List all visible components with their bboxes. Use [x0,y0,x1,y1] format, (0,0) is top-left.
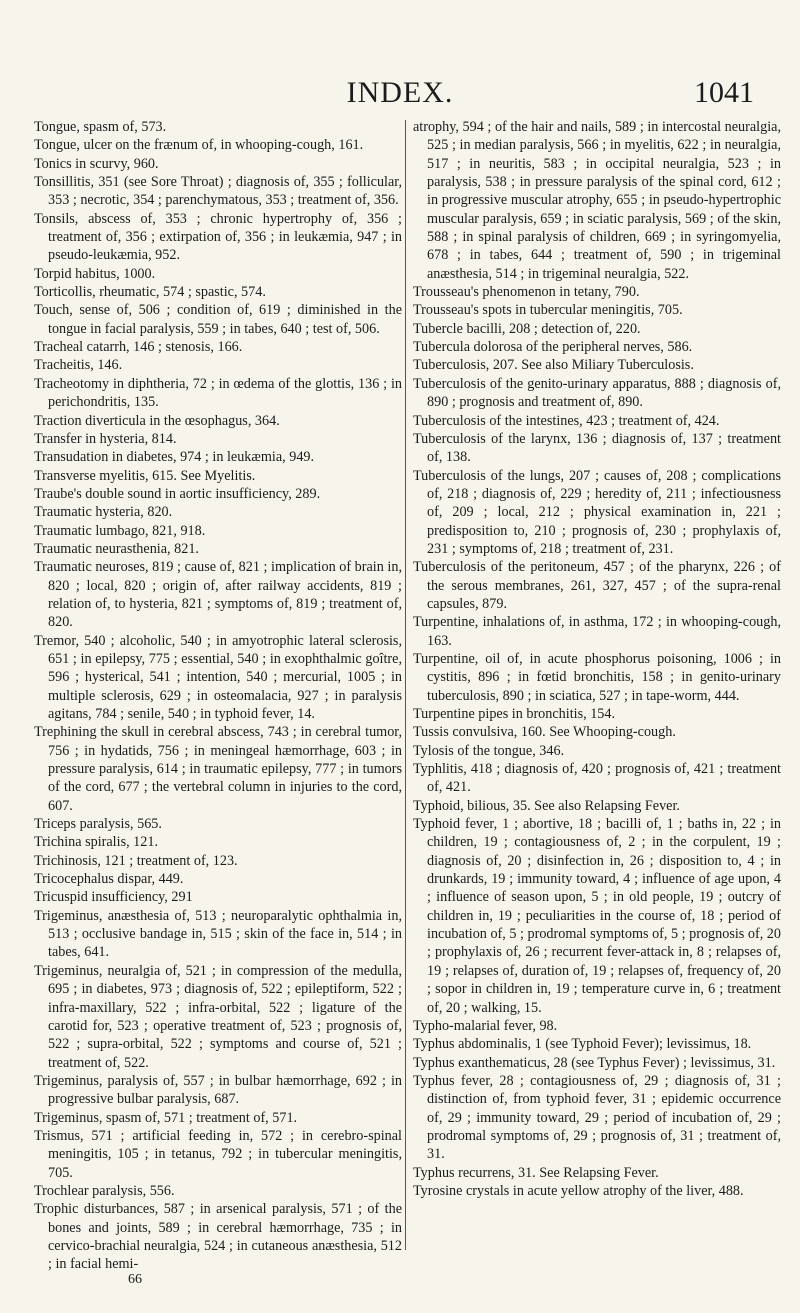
index-entry: Tuberculosis of the intestines, 423 ; treatment of, 424. [413,412,720,429]
page-title: INDEX. [346,76,454,109]
index-entry: Traumatic lumbago, 821, 918. [34,522,206,539]
index-entry: Tongue, spasm of, 573. [34,119,167,135]
index-entry: Tuberculosis of the lungs, 207 ; causes of, 208 ; complications of, 218 ; diagnosis of, 229 ; heredity of, 211 ; infectiousness of, 209 ; local, 212 ; physical examination in, 221 ; predisposition to, 210 ; prognosis of, 230 ; prophylaxis of, 231 ; symptoms of, 218 ; treatment of, 231. [413,467,781,557]
page-number: 1041 [694,76,754,109]
index-entry: Torpid habitus, 1000. [34,265,156,282]
index-entry: Tyrosine crystals in acute yellow atrophy of the liver, 488. [413,1182,744,1199]
index-entry: atrophy, 594 ; of the hair and nails, 589 ; in intercostal neuralgia, 525 ; in median paralysis, 566 ; in myelitis, 622 ; in neuralgia, 517 ; in neuritis, 583 ; in occipital neuralgia, 523 ; in paralysis, 538 ; in pressure paralysis of the spinal cord, 612 ; in progressive muscular atrophy, 655 ; in pseudo-hypertrophic muscular paralysis, 659 ; in sciatic paralysis, 569 ; of the skin, 588 ; in spinal paralysis of children, 669 ; in syringomyelia, 678 ; in tabes, 644 ; treatment of, 590 ; in trigeminal anæsthesia, 514 ; in trigeminal neuralgia, 522. [413,119,781,282]
index-entry: Typhoid fever, 1 ; abortive, 18 ; bacilli of, 1 ; baths in, 22 ; in children, 19 ; contagiousness of, 2 ; in the corpulent, 19 ; diagnosis of, 20 ; disinfection in, 26 ; disposition to, 4 ; in drunkards, 19 ; immunity toward, 4 ; influence of age upon, 4 ; influence of season upon, 5 ; in old people, 19 ; outcry of children in, 19 ; peculiarities in the course of, 18 ; period of incubation of, 5 ; prodromal symptoms of, 5 ; prognosis of, 20 ; prophylaxis of, 26 ; recurrent fever-attack in, 8 ; relapses of, 19 ; relapses of, duration of, 19 ; relapses of, frequency of, 20 ; sopor in children in, 19 ; temperature curve in, 6 ; treatment of, 20 ; walking, 15. [413,816,781,1016]
index-entry: Trousseau's spots in tubercular meningitis, 705. [413,302,683,319]
index-entry: Touch, sense of, 506 ; condition of, 619 ; diminished in the tongue in facial paralysis, 559 ; in tabes, 640 ; test of, 506. [34,302,402,337]
index-entry: Traube's double sound in aortic insufficiency, 289. [34,485,321,502]
index-entry: Traumatic neurasthenia, 821. [34,540,199,557]
index-entry: Tubercula dolorosa of the peripheral nerves, 586. [413,339,693,356]
index-entry: Traction diverticula in the œsophagus, 364. [34,412,280,429]
index-entry: Transudation in diabetes, 974 ; in leukæmia, 949. [34,449,315,466]
index-entry: Typhlitis, 418 ; diagnosis of, 420 ; prognosis of, 421 ; treatment of, 421. [413,761,781,796]
column-divider [405,120,406,1250]
index-entry: Tricocephalus dispar, 449. [34,871,184,888]
index-entry: Triceps paralysis, 565. [34,816,162,833]
index-entry: Trochlear paralysis, 556. [34,1182,175,1199]
index-entry: Turpentine, oil of, in acute phosphorus poisoning, 1006 ; in cystitis, 896 ; in fœtid bronchitis, 158 ; in genito-urinary tuberculosis, 890 ; in sciatica, 527 ; in tape-worm, 444. [413,650,781,704]
index-entry: Trigeminus, neuralgia of, 521 ; in compression of the medulla, 695 ; in diabetes, 973 ; diagnosis of, 522 ; epileptiform, 522 ; infra-maxillary, 522 ; infra-orbital, 522 ; ligature of the carotid for, 523 ; operative treatment of, 523 ; prognosis of, 522 ; supra-orbital, 522 ; symptoms and course of, 521 ; treatment of, 522. [34,962,402,1071]
index-entry: Torticollis, rheumatic, 574 ; spastic, 574. [34,284,266,301]
index-entry: Tuberculosis of the peritoneum, 457 ; of the pharynx, 226 ; of the serous membranes, 261, 327, 457 ; of the supra-renal capsules, 879. [413,559,781,612]
index-entry: Transverse myelitis, 615. See Myelitis. [34,467,256,484]
index-entry: Tussis convulsiva, 160. See Whooping-cough. [413,724,676,741]
index-entry: Turpentine, inhalations of, in asthma, 172 ; in whooping-cough, 163. [413,614,781,649]
index-entry: Typhus fever, 28 ; contagiousness of, 29 ; diagnosis of, 31 ; distinction of, from typhoid fever, 31 ; epidemic occurrence of, 29 ; immunity toward, 29 ; period of incubation of, 29 ; prodromal symptoms of, 29 ; prognosis of, 31 ; treatment of, 31. [413,1072,781,1163]
index-entry: Trichina spiralis, 121. [34,834,159,851]
index-entry: Tonsils, abscess of, 353 ; chronic hypertrophy of, 356 ; treatment of, 356 ; extirpation of, 356 ; in leukæmia, 947 ; in pseudo-leukæmia, 952. [34,210,402,264]
printer-signature-mark: 66 [128,1272,142,1287]
index-entry: Tuberculosis of the genito-urinary apparatus, 888 ; diagnosis of, 890 ; prognosis and treatment of, 890. [413,375,781,411]
index-entry: Trephining the skull in cerebral abscess, 743 ; in cerebral tumor, 756 ; in hydatids, 756 ; in meningeal hæmorrhage, 603 ; in pressure paralysis, 614 ; in traumatic epilepsy, 777 ; in tumors of the cord, 677 ; the vertebral column in injuries to the cord, 607. [34,724,402,814]
page-header [0,76,800,116]
index-entry: Trismus, 571 ; artificial feeding in, 572 ; in cerebro-spinal meningitis, 105 ; in tetanus, 792 ; in tubercular meningitis, 705. [34,1127,402,1181]
index-entry: Tubercle bacilli, 208 ; detection of, 220. [413,320,641,337]
index-entry: Typhus recurrens, 31. See Relapsing Fever. [413,1164,659,1181]
index-entry: Tylosis of the tongue, 346. [413,742,565,759]
index-entry: Tonsillitis, 351 (see Sore Throat) ; diagnosis of, 355 ; follicular, 353 ; necrotic, 354 ; parenchymatous, 353 ; treatment of, 356. [34,174,402,209]
index-entry: Tracheotomy in diphtheria, 72 ; in œdema of the glottis, 136 ; in perichondritis, 135. [34,375,402,411]
index-entry: Tonics in scurvy, 960. [34,155,159,172]
index-entry: Turpentine pipes in bronchitis, 154. [413,706,616,722]
index-entry: Traumatic neuroses, 819 ; cause of, 821 ; implication of brain in, 820 ; local, 820 ; origin of, after railway accidents, 819 ; relation of, to hysteria, 821 ; symptoms of, 819 ; treatment of, 820. [34,559,402,631]
index-entry: Trigeminus, paralysis of, 557 ; in bulbar hæmorrhage, 692 ; in progressive bulbar paralysis, 687. [34,1072,402,1108]
index-entry: Typhoid, bilious, 35. See also Relapsing Fever. [413,797,680,814]
index-entry: Tremor, 540 ; alcoholic, 540 ; in amyotrophic lateral sclerosis, 651 ; in epilepsy, 775 ; essential, 540 ; in exophthalmic goître, 596 ; hysterical, 541 ; intention, 540 ; mercurial, 1005 ; in multiple sclerosis, 629 ; in osteomalacia, 927 ; in paralysis agitans, 784 ; senile, 540 ; in typhoid fever, 14. [34,632,402,722]
index-entry: Traumatic hysteria, 820. [34,504,173,521]
index-entry: Trigeminus, spasm of, 571 ; treatment of, 571. [34,1109,298,1126]
index-entry: Tongue, ulcer on the frænum of, in whooping-cough, 161. [34,137,364,154]
index-entry: Trigeminus, anæsthesia of, 513 ; neuroparalytic ophthalmia in, 513 ; occlusive bandage in, 515 ; skin of the face in, 514 ; in tabes, 641. [34,907,402,961]
index-entry: Tracheitis, 146. [34,357,123,374]
index-column-left [34,118,402,1274]
index-entry: Trichinosis, 121 ; treatment of, 123. [34,852,238,869]
index-entry: Transfer in hysteria, 814. [34,430,177,447]
index-entry: Tracheal catarrh, 146 ; stenosis, 166. [34,339,243,356]
index-entry: Trousseau's phenomenon in tetany, 790. [413,284,640,301]
index-column-right [413,118,781,1200]
index-entry: Tuberculosis of the larynx, 136 ; diagnosis of, 137 ; treatment of, 138. [413,430,781,466]
index-entry: Typho-malarial fever, 98. [413,1017,558,1034]
index-entry: Trophic disturbances, 587 ; in arsenical paralysis, 571 ; of the bones and joints, 589 ; in cerebral hæmorrhage, 735 ; in cervico-brachial neuralgia, 524 ; in cutaneous anæsthesia, 512 ; in facial hemi- [34,1201,402,1273]
index-entry: Tricuspid insufficiency, 291 [34,889,193,906]
index-entry: Typhus exanthematicus, 28 (see Typhus Fever) ; levissimus, 31. [413,1054,776,1071]
index-entry: Tuberculosis, 207. See also Miliary Tuberculosis. [413,357,694,374]
index-entry: Typhus abdominalis, 1 (see Typhoid Fever); levissimus, 18. [413,1036,752,1053]
